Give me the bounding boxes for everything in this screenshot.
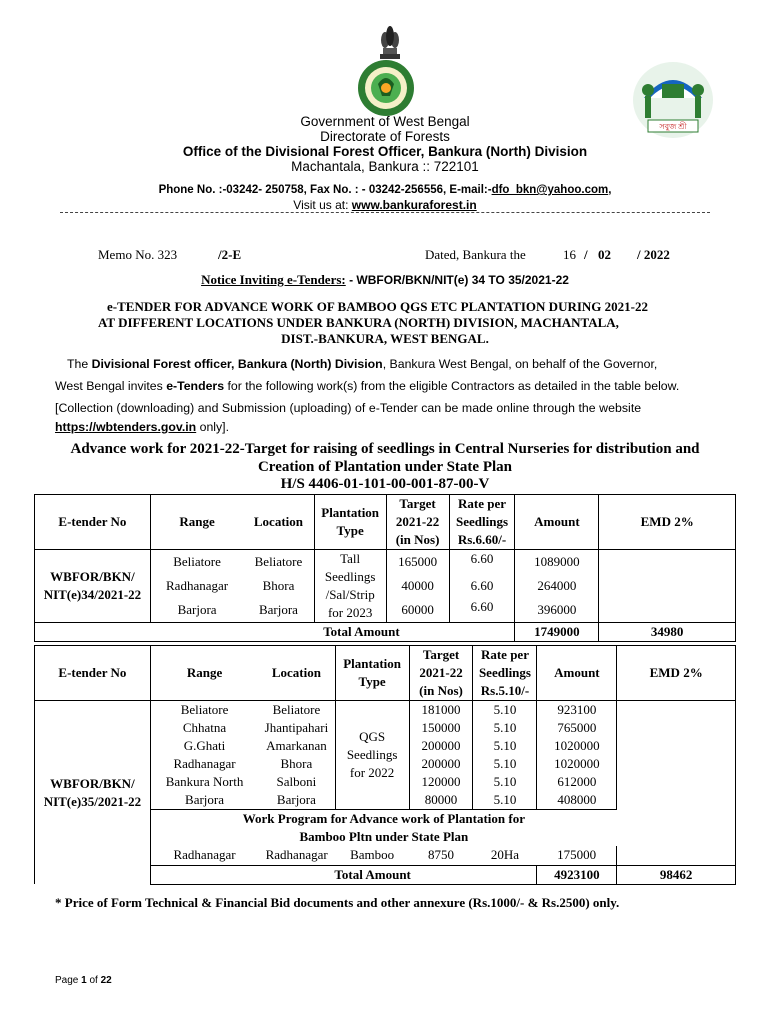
page-total: 22 <box>100 975 112 986</box>
email-link[interactable]: dfo_bkn@yahoo.com <box>491 184 609 196</box>
column-header: E-tender No <box>35 646 151 701</box>
column-header: Location <box>258 646 335 701</box>
notice-heading <box>0 272 770 288</box>
location-cell: Barjora <box>258 602 298 618</box>
column-header: EMD 2% <box>617 646 736 701</box>
location-cell: Barjora <box>258 791 335 810</box>
rate-cell: 5.10 <box>473 737 537 755</box>
range-cell: G.Ghati <box>183 738 226 753</box>
location-cell: Bhora <box>280 756 313 771</box>
forest-department-seal-icon <box>348 58 424 118</box>
body-text-bold: Divisional Forest officer, Bankura (North) Division <box>91 357 383 371</box>
body-text-bold: e-Tenders <box>166 379 225 393</box>
website-link[interactable]: www.bankuraforest.in <box>351 198 477 212</box>
government-line: Government of West Bengal <box>300 114 470 129</box>
column-header: Range <box>150 646 258 701</box>
range-cell: Beliatore <box>150 550 243 574</box>
location-cell: Salboni <box>276 774 317 789</box>
subject-line-3: DIST.-BANKURA, WEST BENGAL. <box>281 331 489 346</box>
total-label: Total Amount <box>150 623 515 642</box>
amount-cell: 1089000 <box>515 550 599 574</box>
range-cell: Radhanagar <box>173 756 236 771</box>
range-cell: Radhanagar <box>173 847 236 862</box>
rate-cell: 5.10 <box>473 773 537 791</box>
column-header: Rate per Seedlings Rs.6.60/- <box>449 495 515 550</box>
body-text: The <box>67 357 92 371</box>
body-text: West Bengal invites <box>55 379 167 393</box>
notice-title: Notice Inviting e-Tenders: <box>201 272 346 287</box>
amount-cell: 612000 <box>537 773 617 791</box>
wbtenders-link[interactable]: https://wbtenders.gov.in <box>55 420 197 434</box>
total-emd: 98462 <box>617 865 736 884</box>
body-line-2 <box>55 379 679 393</box>
contact-line <box>0 184 770 196</box>
rate-cell: 6.60 <box>449 598 515 622</box>
amount-cell: 765000 <box>537 719 617 737</box>
advance-heading-3: H/S 4406-01-101-00-001-87-00-V <box>280 476 490 492</box>
office-line: Office of the Divisional Forest Officer, Bankura (North) Division <box>182 144 588 159</box>
column-header: Target 2021-22 (in Nos) <box>386 495 449 550</box>
target-cell: 200000 <box>421 738 461 753</box>
header-divider <box>60 212 710 213</box>
date-day: 16 <box>563 247 576 262</box>
state-emblem-icon <box>377 24 403 60</box>
memo-number: Memo No. 323 <box>98 247 178 262</box>
column-header: EMD 2% <box>599 495 736 550</box>
total-emd: 34980 <box>599 623 736 642</box>
column-header: Target 2021-22 (in Nos) <box>409 646 473 701</box>
range-cell: Barjora <box>177 602 217 618</box>
body-text: only]. <box>196 420 229 434</box>
body-line-1 <box>67 357 657 371</box>
date-year: / 2022 <box>637 247 670 262</box>
range-cell: Beliatore <box>150 701 258 720</box>
column-header: Plantation Type <box>314 495 386 550</box>
range-cell: Barjora <box>150 791 258 810</box>
rate-cell: 6.60 <box>449 574 515 598</box>
column-header: Amount <box>515 495 599 550</box>
location-cell: Bhora <box>262 577 295 593</box>
plantation-type-cell: Tall Seedlings /Sal/Strip for 2023 <box>314 550 386 623</box>
location-cell: Jhantipahari <box>264 720 329 735</box>
column-header: Amount <box>537 646 617 701</box>
address-line: Machantala, Bankura :: 722101 <box>291 159 479 174</box>
date-sep: / <box>584 247 588 262</box>
target-cell: 8750 <box>428 847 455 862</box>
location-cell: Radhanagar <box>265 847 328 862</box>
notice-ref: - WBFOR/BKN/NIT(e) 34 TO 35/2021-22 <box>345 273 569 287</box>
column-header: Plantation Type <box>335 646 409 701</box>
location-cell: Beliatore <box>258 701 335 720</box>
page-current: 1 <box>81 975 87 986</box>
date-month: 02 <box>598 247 611 262</box>
visit-prefix: Visit us at: <box>293 198 352 212</box>
target-cell: 120000 <box>421 774 461 789</box>
price-footnote: * Price of Form Technical & Financial Bid documents and other annexure (Rs.1000/- & Rs.2500) only. <box>55 895 620 910</box>
total-amount: 4923100 <box>537 865 617 884</box>
visit-line <box>0 198 770 212</box>
plantation-type-cell: QGS Seedlings for 2022 <box>335 701 409 810</box>
target-cell: 60000 <box>401 602 434 618</box>
page-number <box>55 975 112 986</box>
empty-cell <box>35 623 151 642</box>
column-header: E-tender No <box>35 495 151 550</box>
work-program-heading: Work Program for Advance work of Plantation for Bamboo Pltn under State Plan <box>150 810 616 847</box>
dated-label: Dated, Bankura the <box>425 247 526 262</box>
page-prefix: Page <box>55 975 82 986</box>
advance-heading-1: Advance work for 2021-22-Target for raising of seedlings in Central Nurseries for distribution and <box>70 441 700 457</box>
advance-heading-2: Creation of Plantation under State Plan <box>257 459 513 475</box>
logo-caption: সবুজ শ্রী <box>659 122 687 131</box>
range-cell: Chhatna <box>182 720 227 735</box>
subject-line-1: e-TENDER FOR ADVANCE WORK OF BAMBOO QGS ETC PLANTATION DURING 2021-22 <box>107 299 648 314</box>
body-text: for the following work(s) from the eligible Contractors as detailed in the table below. <box>224 379 680 393</box>
target-cell: 80000 <box>424 792 458 807</box>
rate-cell: 20Ha <box>490 847 520 862</box>
column-header: Location <box>243 495 314 550</box>
location-cell: Beliatore <box>243 550 314 574</box>
body-line-3: [Collection (downloading) and Submission (uploading) of e-Tender can be made online through the website <box>55 401 642 415</box>
target-cell: 150000 <box>421 720 461 735</box>
target-cell: 40000 <box>401 577 434 593</box>
rate-cell: 5.10 <box>473 791 537 810</box>
amount-cell: 396000 <box>515 598 599 622</box>
emd-cell <box>599 550 736 623</box>
target-cell: 165000 <box>386 550 449 574</box>
range-cell: Radhanagar <box>166 577 229 593</box>
total-label: Total Amount <box>150 865 537 884</box>
tender-table-1 <box>34 494 736 642</box>
body-line-4 <box>55 420 229 434</box>
location-cell: Amarkanan <box>266 738 327 753</box>
column-header: Rate per Seedlings Rs.5.10/- <box>473 646 537 701</box>
rate-cell: 5.10 <box>473 701 537 720</box>
rate-cell: 5.10 <box>473 755 537 773</box>
total-amount: 1749000 <box>515 623 599 642</box>
page-of: of <box>86 975 101 986</box>
emd-cell <box>617 701 736 866</box>
plantation-type-cell: Bamboo <box>350 847 395 862</box>
body-text: , Bankura West Bengal, on behalf of the Governor, <box>382 357 658 371</box>
amount-cell: 264000 <box>515 574 599 598</box>
tender-table-2 <box>34 645 736 885</box>
tender-number: WBFOR/BKN/ NIT(e)35/2021-22 <box>35 701 151 885</box>
directorate-line: Directorate of Forests <box>320 129 450 144</box>
amount-cell: 408000 <box>537 791 617 810</box>
range-cell: Bankura North <box>165 774 244 789</box>
tender-number: WBFOR/BKN/ NIT(e)34/2021-22 <box>35 550 151 623</box>
contact-prefix: Phone No. :-03242- 250758, Fax No. : - 03242-256556, E-mail:- <box>158 184 492 196</box>
subject-line-2: AT DIFFERENT LOCATIONS UNDER BANKURA (NORTH) DIVISION, MACHANTALA, <box>98 315 619 330</box>
target-cell: 200000 <box>421 756 461 771</box>
target-cell: 181000 <box>409 701 473 720</box>
rate-cell: 5.10 <box>473 719 537 737</box>
contact-suffix: , <box>608 184 612 196</box>
amount-cell: 1020000 <box>537 737 617 755</box>
amount-cell: 1020000 <box>537 755 617 773</box>
amount-cell: 175000 <box>537 846 617 864</box>
rate-cell: 6.60 <box>449 550 515 574</box>
column-header: Range <box>150 495 243 550</box>
memo-suffix: /2-E <box>218 247 242 262</box>
amount-cell: 923100 <box>537 701 617 720</box>
